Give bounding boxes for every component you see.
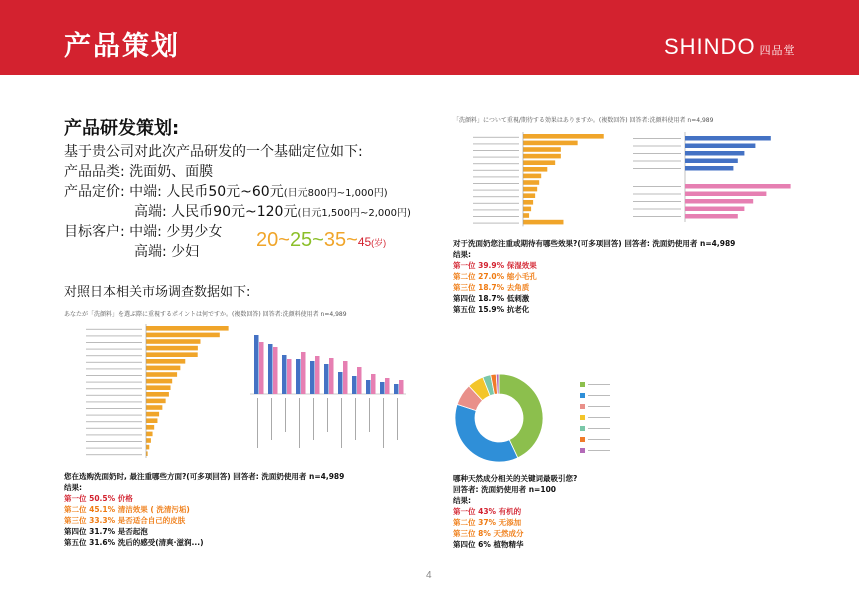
category-label-mark [86, 335, 142, 336]
category-label-mark [633, 209, 681, 210]
bar [254, 335, 259, 394]
bar [146, 392, 169, 397]
ingredient-rank-2: 第二位 37% 无添加 [453, 518, 522, 527]
ingredient-respondent: 回答者: 洗面奶使用者 n=100 [453, 485, 556, 494]
bar [146, 438, 151, 443]
category-label-mark [86, 368, 142, 369]
category-label-mark [397, 398, 398, 440]
price-high-line [134, 203, 411, 223]
effect-result-label: 结果: [453, 250, 471, 259]
category-label-mark [86, 342, 142, 343]
age-35: 35~ [323, 229, 358, 251]
ingredient-rank-3: 第三位 8% 天然成分 [453, 529, 524, 538]
category-label-mark [473, 170, 519, 171]
price-label: 产品定价: [64, 184, 125, 200]
category-label-mark [257, 398, 258, 448]
category-label-mark [285, 398, 286, 432]
category-label-mark [341, 398, 342, 448]
bar [685, 199, 753, 204]
category-label-mark [369, 398, 370, 432]
category-label-mark [86, 415, 142, 416]
bar [146, 418, 157, 423]
legend-label-mark [588, 450, 610, 451]
category-label-mark [86, 388, 142, 389]
legend-swatch [580, 382, 585, 387]
right-survey-caption: 「洗顔料」について重視/期待する効果はありますか。(複数回答) 回答者:洗顔料使用者 n=4,989 [453, 117, 714, 124]
plan-title: 产品研发策划: [64, 118, 180, 139]
legend-swatch [580, 404, 585, 409]
category-label-mark [86, 434, 142, 435]
category-label-mark [86, 329, 142, 330]
category-label-mark [473, 137, 519, 138]
bar [371, 374, 376, 394]
bar [523, 167, 547, 172]
category-label-mark [473, 216, 519, 217]
category-label-mark [327, 398, 328, 432]
category-label-mark [86, 448, 142, 449]
plan-intro: 基于贵公司对此次产品研发的一个基础定位如下: [64, 144, 363, 160]
bar [685, 207, 744, 212]
customer-mid-line [64, 223, 222, 241]
category-label-mark [633, 153, 681, 154]
bar [146, 366, 180, 371]
bar [352, 376, 357, 394]
bar [146, 405, 162, 410]
bar [146, 445, 149, 450]
bar [380, 382, 385, 394]
ingredient-caption [453, 473, 577, 550]
bar [146, 412, 159, 417]
legend-swatch [580, 437, 585, 442]
category-label-mark [355, 398, 356, 440]
price-mid-line [64, 183, 388, 203]
category-label-mark [86, 395, 142, 396]
bar [685, 159, 738, 164]
category-label-mark [473, 150, 519, 151]
bar [685, 136, 771, 141]
price-high-value: 人民币90元~120元 [171, 204, 298, 220]
bar [273, 347, 278, 394]
legend-swatch [580, 448, 585, 453]
bar [146, 346, 198, 351]
bar [259, 342, 264, 394]
bar [685, 214, 738, 219]
brand-sub: 四品堂 [759, 45, 796, 57]
bar [523, 180, 539, 185]
bar [329, 358, 334, 394]
selection-rank-5: 第五位 31.6% 洗后的感受(清爽·滋润...) [64, 538, 204, 547]
bar [287, 359, 292, 394]
category-label-mark [633, 201, 681, 202]
selection-result-label: 结果: [64, 483, 82, 492]
age-20: 20~ [256, 229, 290, 251]
brand-logo [664, 34, 796, 60]
bar [146, 352, 198, 357]
header-bar [0, 0, 859, 75]
effect-rank-5: 第五位 15.9% 抗老化 [453, 305, 530, 314]
bar [146, 372, 177, 377]
bar [146, 432, 153, 437]
category-label-mark [633, 216, 681, 217]
effect-rank-3: 第三位 18.7% 去角质 [453, 283, 530, 292]
legend-label-mark [588, 384, 610, 385]
category-label-mark [473, 157, 519, 158]
category-label-mark [473, 196, 519, 197]
category-label-mark [473, 203, 519, 204]
bar [523, 207, 531, 212]
effect-question: 对于洗面奶您注重或期待有哪些效果?(可多项回答) 回答者: 洗面奶使用者 n=4,989 [453, 239, 736, 248]
category-label-mark [86, 355, 142, 356]
bar [146, 425, 154, 430]
selection-rank-2: 第二位 45.1% 清洁效果 ( 洗清污垢) [64, 505, 190, 514]
effect-bar-chart [453, 130, 613, 230]
category-label-mark [86, 408, 142, 409]
category-label-mark [473, 163, 519, 164]
bar [523, 174, 541, 179]
price-high-tier: 高端: [134, 204, 167, 220]
selection-grouped-chart [248, 322, 408, 462]
category-label-mark [86, 375, 142, 376]
bar [315, 356, 320, 394]
bar [523, 147, 561, 152]
bar [357, 367, 362, 394]
category-label-mark [86, 428, 142, 429]
category-label-mark [633, 146, 681, 147]
category-value: 洗面奶、面膜 [129, 164, 214, 180]
customer-high-tier: 高端: [134, 244, 167, 260]
bar [146, 379, 172, 384]
pie-slice [455, 404, 518, 462]
customer-mid-tier: 中端: [129, 224, 162, 240]
target-ages [256, 229, 386, 252]
bar [366, 380, 371, 394]
category-label-mark [473, 183, 519, 184]
legend-label-mark [588, 439, 610, 440]
bar [523, 187, 537, 192]
effect-rank-4: 第四位 18.7% 低刺激 [453, 294, 530, 303]
category-label-mark [633, 138, 681, 139]
selection-rank-3: 第三位 33.3% 是否适合自己的皮肤 [64, 516, 186, 525]
effect-rank-2: 第二位 27.0% 缩小毛孔 [453, 272, 537, 281]
selection-question: 您在选购洗面奶时, 最注重哪些方面?(可多项回答) 回答者: 洗面奶使用者 n=4,989 [64, 472, 345, 481]
category-label-mark [299, 398, 300, 448]
left-survey-caption: あなたが「洗顔料」を選ぶ際に重視するポイントは何ですか。(複数回答) 回答者:洗顔料使用者 n=4,989 [64, 311, 347, 318]
category-label-mark [383, 398, 384, 448]
bar [523, 213, 529, 218]
age-45: 45 [357, 235, 372, 249]
category-label-mark [633, 168, 681, 169]
legend-label-mark [588, 395, 610, 396]
bar [146, 326, 229, 331]
bar [268, 344, 273, 394]
effect-grouped-chart [615, 130, 805, 230]
category-label-mark [473, 190, 519, 191]
customer-mid-value: 少男少女 [166, 224, 223, 240]
category-label-mark [313, 398, 314, 440]
bar [296, 359, 301, 394]
bar [385, 378, 390, 394]
bar [338, 372, 343, 394]
category-label-mark [633, 161, 681, 162]
category-label-mark [86, 362, 142, 363]
legend-label-mark [588, 428, 610, 429]
price-mid-yen: (日元800円~1,000円) [283, 188, 388, 199]
category-label-mark [473, 176, 519, 177]
bar [523, 134, 604, 139]
customer-high-value: 少妇 [171, 244, 200, 260]
selection-rank-4: 第四位 31.7% 是否起泡 [64, 527, 148, 536]
selection-caption [64, 471, 344, 548]
legend-label-mark [588, 417, 610, 418]
bar [301, 352, 306, 394]
legend-swatch [580, 415, 585, 420]
bar [343, 361, 348, 394]
price-mid-tier: 中端: [129, 184, 162, 200]
selection-rank-1: 第一位 50.5% 价格 [64, 494, 133, 503]
bar [685, 192, 766, 197]
age-unit: (岁) [371, 238, 387, 248]
category-label-mark [86, 421, 142, 422]
category-label-mark [86, 401, 142, 402]
price-high-yen: (日元1,500円~2,000円) [297, 208, 411, 219]
category-label-mark [473, 209, 519, 210]
bar [685, 166, 733, 171]
effect-caption [453, 238, 735, 315]
legend-label-mark [588, 406, 610, 407]
bar [523, 141, 578, 146]
category-label-mark [86, 441, 142, 442]
category-label-mark [86, 349, 142, 350]
category-label-mark [633, 194, 681, 195]
category-label-mark [86, 382, 142, 383]
brand-name: SHINDO [664, 34, 756, 59]
bar [523, 160, 555, 165]
bar [685, 144, 755, 149]
ingredient-legend [578, 378, 628, 458]
age-25: 25~ [289, 229, 324, 251]
category-label: 产品品类: [64, 164, 125, 180]
bar [282, 355, 287, 394]
japan-heading: 对照日本相关市场调查数据如下: [64, 285, 251, 300]
legend-swatch [580, 426, 585, 431]
bar [146, 385, 171, 390]
bar [523, 154, 561, 159]
bar [523, 200, 533, 205]
ingredient-rank-4: 第四位 6% 植物精华 [453, 540, 524, 549]
bar [146, 399, 166, 404]
bar [399, 380, 404, 394]
bar [146, 359, 185, 364]
bar [146, 339, 200, 344]
category-label-mark [86, 454, 142, 455]
customer-high-line [134, 243, 199, 261]
bar [523, 220, 563, 225]
category-label-mark [473, 223, 519, 224]
price-mid-value: 人民币50元~60元 [166, 184, 284, 200]
bar [324, 364, 329, 394]
bar [523, 193, 535, 198]
ingredient-question: 哪种天然成分相关的关键词最吸引您? [453, 474, 578, 483]
ingredient-rank-1: 第一位 43% 有机的 [453, 507, 522, 516]
bar [685, 184, 791, 189]
bar [394, 384, 399, 394]
customer-label: 目标客户: [64, 224, 125, 240]
selection-bar-chart [64, 322, 244, 462]
ingredient-result-label: 结果: [453, 496, 471, 505]
bar [146, 333, 220, 338]
category-label-mark [271, 398, 272, 440]
legend-swatch [580, 393, 585, 398]
category-label-mark [633, 186, 681, 187]
page-number: 4 [426, 570, 432, 581]
bar [685, 151, 744, 156]
page-title: 产品策划 [64, 31, 180, 62]
bar [310, 361, 315, 394]
category-line [64, 163, 213, 181]
effect-rank-1: 第一位 39.9% 保湿效果 [453, 261, 537, 270]
category-label-mark [473, 143, 519, 144]
